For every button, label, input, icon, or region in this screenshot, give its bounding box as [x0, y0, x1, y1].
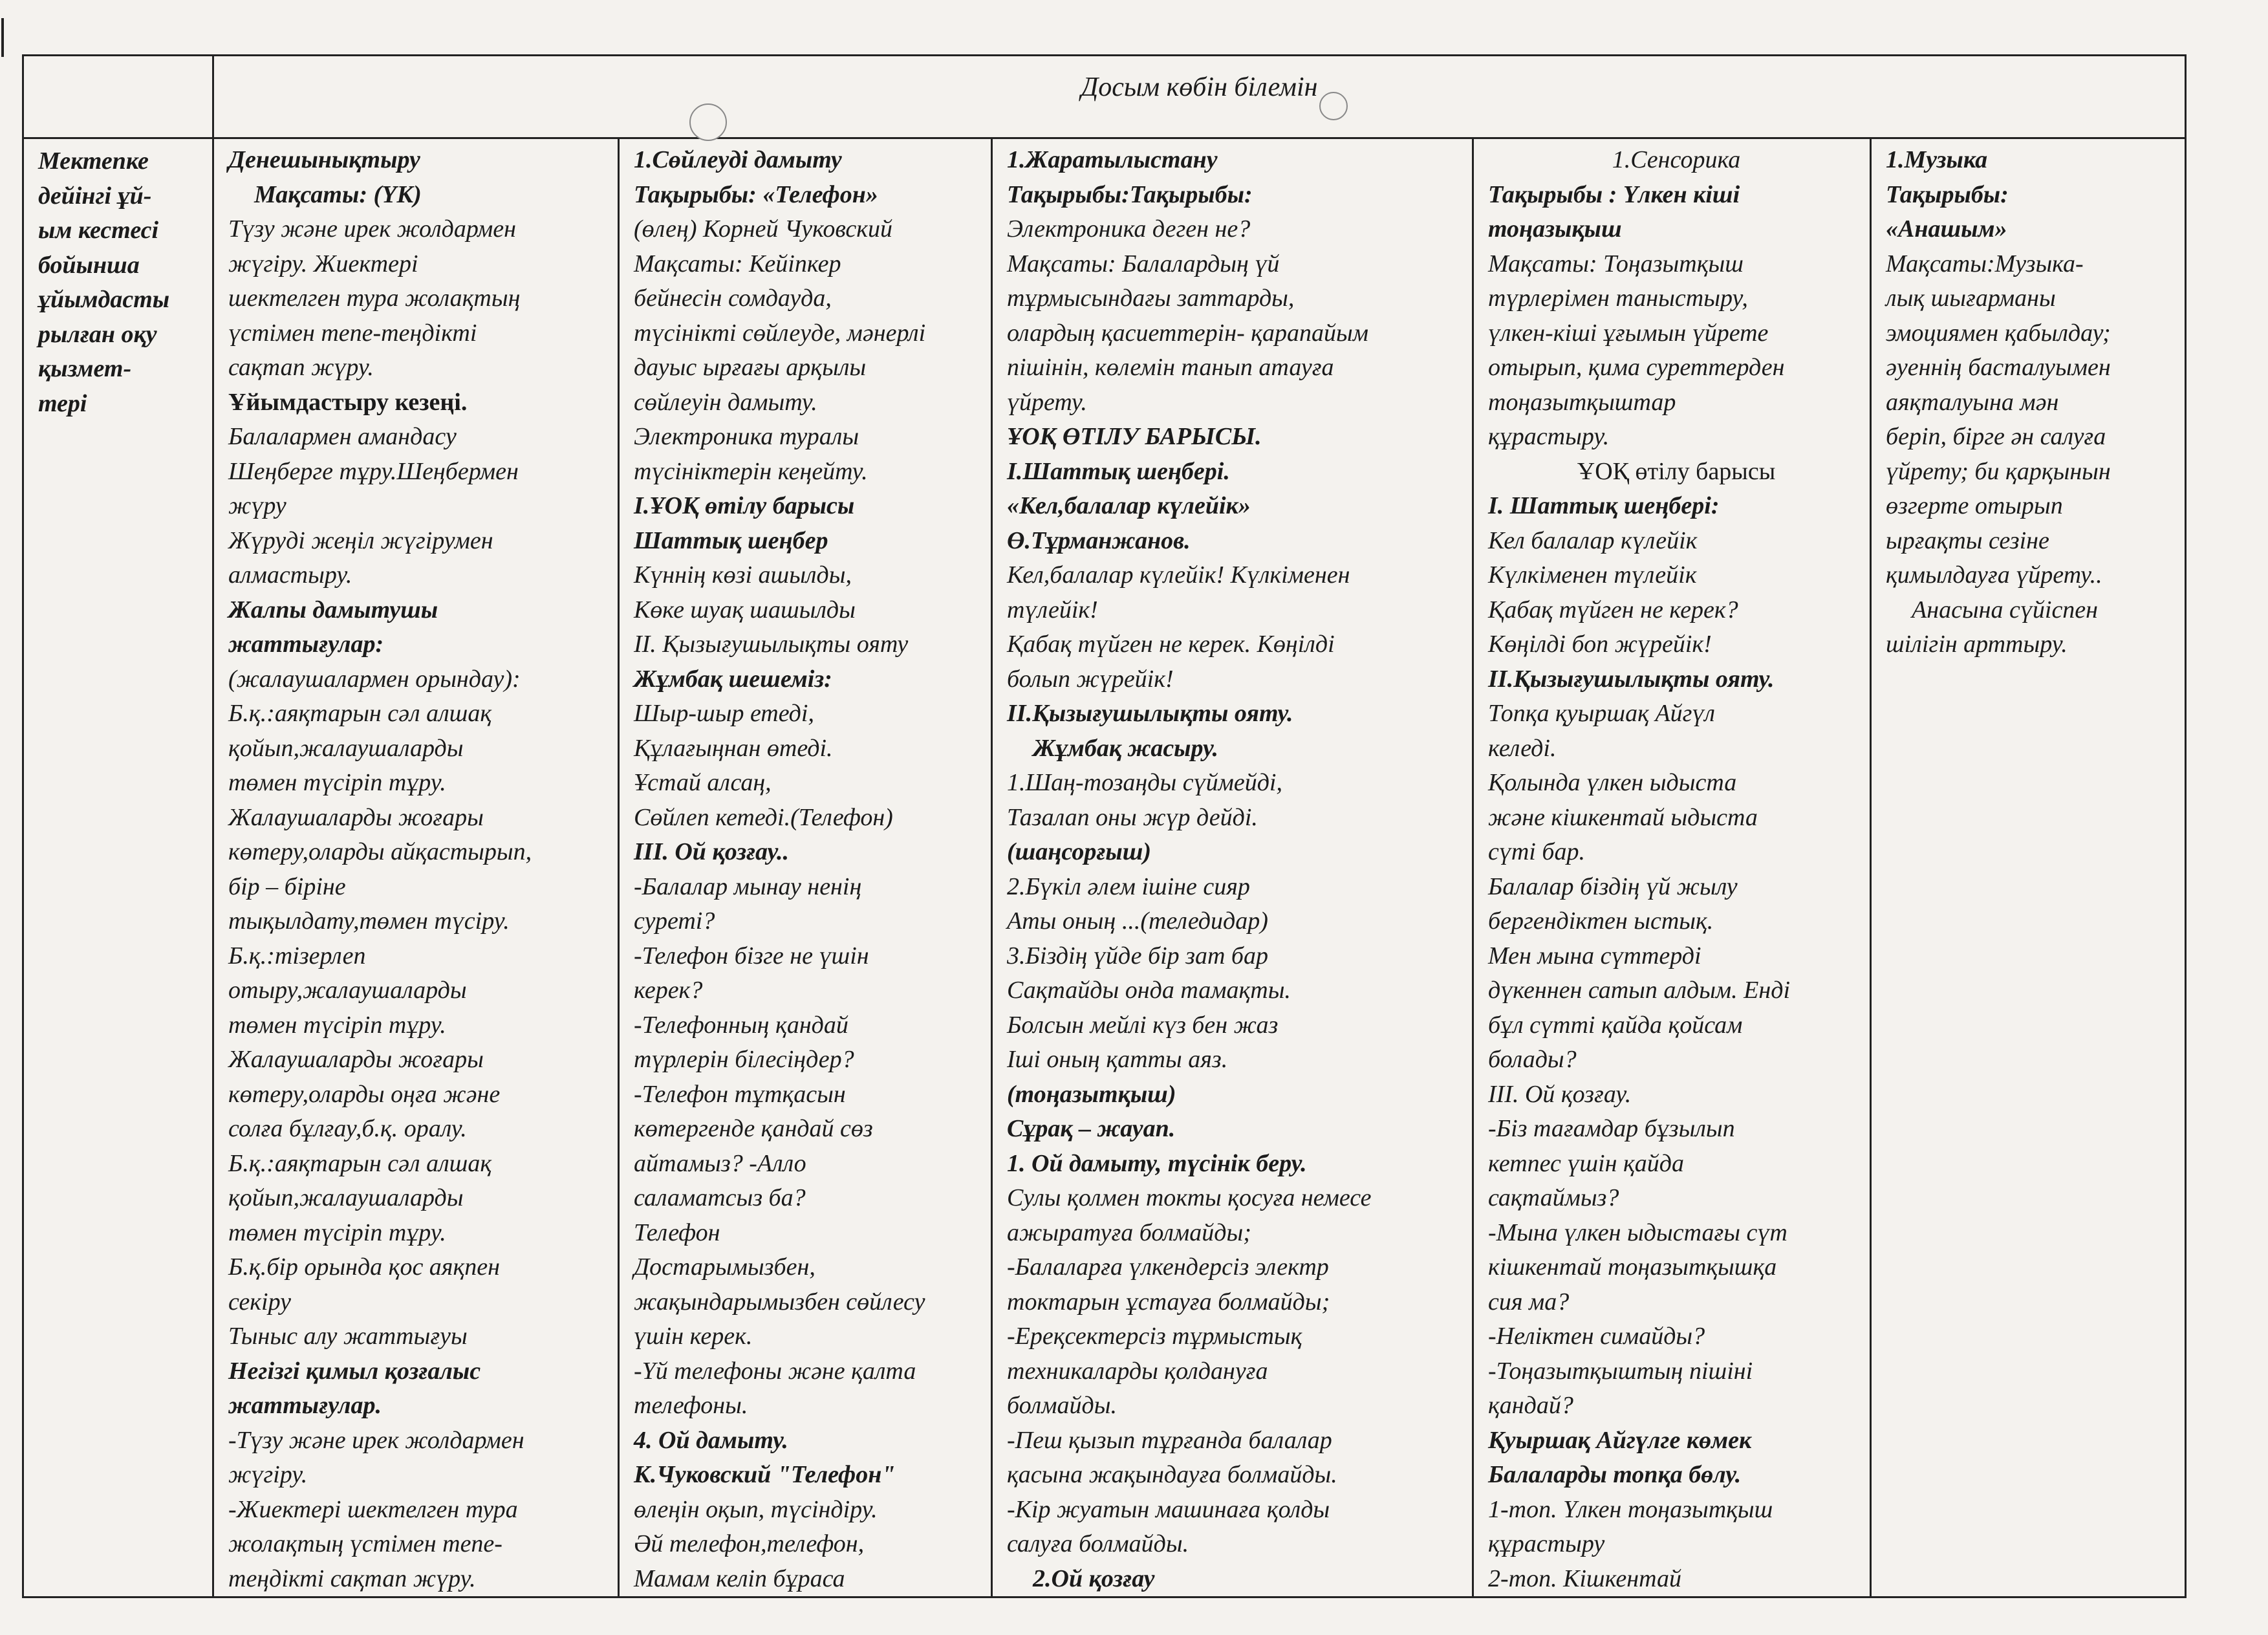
text-line: І. Шаттық шеңбері: [1488, 492, 1720, 519]
text-line: -Ереқсектерсіз тұрмыстық [1007, 1323, 1302, 1350]
text-line: лық шығарманы [1886, 285, 2056, 312]
text-line: бір – біріне [228, 872, 346, 900]
row-header-line: дейінгі ұй- [38, 182, 152, 210]
text-line: жүгіру. [228, 1461, 308, 1488]
text-line: ІІ.Қызығушылықты ояту. [1488, 665, 1775, 693]
text-line: Кел балалар күлейік [1488, 526, 1698, 554]
text-line: сүті бар. [1488, 838, 1585, 865]
text-line: Б.қ.:аяқтарын сәл алшақ [228, 700, 492, 727]
text-line: -Жиектері шектелген тура [228, 1495, 518, 1523]
text-line: Тақырыбы:Тақырыбы: [1007, 180, 1253, 208]
text-line: Балалармен амандасу [228, 423, 457, 450]
text-line: Ұйымдастыру кезеңі. [228, 388, 468, 416]
text-line: Құлағыңнан өтеді. [634, 734, 833, 762]
text-line: ырғақты сезіне [1886, 526, 2049, 554]
text-line: сақтаймыз? [1488, 1184, 1619, 1211]
text-line: Кел,балалар күлейік! Күлкіменен [1007, 561, 1350, 589]
text-line: түрлерін білесіңдер? [634, 1046, 854, 1073]
text-line: Шеңберге тұру.Шеңбермен [228, 457, 519, 485]
text-line: тұрмысындағы заттарды, [1007, 285, 1295, 312]
text-line: түсінікті сөйлеуде, мәнерлі [634, 319, 926, 347]
text-line: ҰОҚ ӨТІЛУ БАРЫСЫ. [1007, 423, 1262, 450]
text-line: Сұрақ – жауап. [1007, 1115, 1176, 1142]
row-header-line: бойынша [38, 251, 140, 279]
text-line: Жалпы дамытушы [228, 596, 438, 623]
text-line: -Тоңазытқыштың пішіні [1488, 1357, 1753, 1385]
physical-education-cell [213, 138, 619, 1597]
text-line: кішкентай тоңазытқышқа [1488, 1253, 1777, 1281]
lesson-plan-table [22, 54, 2187, 1598]
music-cell [1871, 138, 2186, 1597]
text-line: жақындарымызбен сөйлесу [634, 1288, 925, 1316]
text-line: әуеннің басталуымен [1886, 354, 2111, 381]
text-line: олардың қасиеттерін- қарапайым [1007, 319, 1368, 347]
text-line: Негізгі қимыл қозғалыс [228, 1357, 481, 1385]
text-line: Ө.Тұрманжанов. [1007, 526, 1191, 554]
text-line: үстімен тепе-теңдікті [228, 319, 477, 347]
text-line: өзгерте отырып [1886, 492, 2063, 519]
text-line: үйрету; би қарқынын [1886, 457, 2111, 485]
text-line: 4. Ой дамыту. [634, 1426, 788, 1454]
text-line: үлкен-кіші ұғымын үйрете [1488, 319, 1769, 347]
text-line: шектелген тура жолақтың [228, 285, 521, 312]
text-line: Б.қ.:аяқтарын сәл алшақ [228, 1149, 492, 1177]
text-line: секіру [228, 1288, 291, 1316]
text-line: Шыр-шыр етеді, [634, 700, 814, 727]
text-line: Қолында үлкен ыдыста [1488, 769, 1737, 796]
text-line: Күннің көзі ашылды, [634, 561, 852, 589]
speech-development-column [620, 139, 991, 1596]
text-line: сия ма? [1488, 1288, 1570, 1316]
text-line: төмен түсіріп тұру. [228, 1218, 446, 1246]
text-line: Мамам келіп бұраса [634, 1565, 845, 1592]
text-line: қандай? [1488, 1392, 1573, 1419]
text-line: 1. Ой дамыту, түсінік беру. [1007, 1149, 1307, 1177]
text-line: Түзу және ирек жолдармен [228, 215, 516, 243]
text-line: Тақырыбы: [1886, 180, 2009, 208]
text-line: бергендіктен ыстық. [1488, 907, 1714, 935]
text-line: үйрету. [1007, 388, 1087, 416]
text-line: токтарын ұстауға болмайды; [1007, 1288, 1330, 1316]
text-line: -Пеш қызып тұрғанда балалар [1007, 1426, 1332, 1454]
text-line: төмен түсіріп тұру. [228, 769, 446, 796]
punch-hole-mark [689, 103, 727, 141]
text-line: -Үй телефоны және қалта [634, 1357, 916, 1385]
text-line: Анасына сүйіспен [1912, 596, 2099, 623]
text-line: Сулы қолмен токты қосуға немесе [1007, 1184, 1372, 1211]
text-line: Б.қ.бір орында қос аяқпен [228, 1253, 500, 1281]
text-line: Б.қ.:тізерлеп [228, 942, 366, 969]
text-line: (тоңазытқыш) [1007, 1080, 1176, 1108]
text-line: қойып,жалаушаларды [228, 1184, 464, 1211]
scan-edge-mark [1, 18, 4, 57]
text-line: Жалаушаларды жоғары [228, 803, 484, 831]
text-line: суреті? [634, 907, 715, 935]
text-line: жолақтың үстімен тепе- [228, 1530, 502, 1557]
text-line: ІІІ. Ой қозғау. [1488, 1080, 1632, 1108]
text-line: 2.Бүкіл әлем ішіне сияр [1007, 872, 1250, 900]
text-line: айтамыз? -Алло [634, 1149, 806, 1177]
text-line: -Неліктен симайды? [1488, 1323, 1705, 1350]
text-line: саламатсыз ба? [634, 1184, 806, 1211]
text-line: -Мына үлкен ыдыстағы сүт [1488, 1218, 1787, 1246]
text-line: құрастыру [1488, 1530, 1605, 1557]
text-line: -Түзу және ирек жолдармен [228, 1426, 524, 1454]
text-line: Телефон [634, 1218, 720, 1246]
text-line: -Телефонның қандай [634, 1011, 848, 1039]
text-line: ҰОҚ өтілу барысы [1577, 457, 1776, 485]
text-line: төмен түсіріп тұру. [228, 1011, 446, 1039]
week-theme: Досым көбін білемін [1081, 72, 1318, 102]
text-line: Мақсаты: (ҮК) [254, 180, 422, 208]
row-header-text [24, 139, 212, 421]
text-line: жүгіру. Жиектері [228, 250, 418, 277]
text-line: 1.Музыка [1886, 146, 1988, 173]
row-header-line: қызмет- [38, 355, 132, 382]
text-line: шілігін арттыру. [1886, 631, 2068, 658]
text-line: дүкеннен сатып алдым. Енді [1488, 977, 1791, 1004]
text-line: көтеру,оларды айқастырып, [228, 838, 532, 865]
text-line: эмоциямен қабылдау; [1886, 319, 2111, 347]
text-line: сөйлеуін дамыту. [634, 388, 817, 416]
text-line: 1.Сөйлеуді дамыту [634, 146, 842, 173]
text-line: (өлең) Корней Чуковский [634, 215, 893, 243]
text-line: бейнесін сомдауда, [634, 285, 832, 312]
text-line: Іші оның қатты аяз. [1007, 1046, 1228, 1073]
text-line: -Телефон тұтқасын [634, 1080, 846, 1108]
row-header-line: тері [38, 389, 87, 417]
natural-science-column [993, 139, 1472, 1596]
text-line: Жұмбақ жасыру. [1033, 734, 1219, 762]
text-line: Әй телефон,телефон, [634, 1530, 865, 1557]
text-line: -Біз тағамдар бұзылып [1488, 1115, 1735, 1142]
text-line: Мақсаты: Тоңазытқыш [1488, 250, 1744, 277]
text-line: телефоны. [634, 1392, 748, 1419]
text-line: көтергенде қандай сөз [634, 1115, 873, 1142]
text-line: 1.Жаратылыстану [1007, 146, 1218, 173]
text-line: ІІІ. Ой қозғау.. [634, 838, 790, 865]
text-line: Электроника туралы [634, 423, 859, 450]
text-line: 2-топ. Кішкентай [1488, 1565, 1682, 1592]
text-line: -Балалар мынау ненің [634, 872, 862, 900]
text-line: І.Шаттық шеңбері. [1007, 457, 1230, 485]
text-line: 1.Сенсорика [1612, 146, 1741, 173]
text-line: Мақсаты:Музыка- [1886, 250, 2084, 277]
text-line: бұл сүтті қайда қойсам [1488, 1011, 1743, 1039]
text-line: Электроника деген не? [1007, 215, 1251, 243]
text-line: 1-топ. Үлкен тоңазытқыш [1488, 1495, 1773, 1523]
text-line: 2.Ой қозғау [1033, 1565, 1155, 1592]
text-line: қойып,жалаушаларды [228, 734, 464, 762]
text-line: салуға болмайды. [1007, 1530, 1189, 1557]
row-header-line: ым кестесі [38, 217, 159, 244]
text-line: Шаттық шеңбер [634, 526, 828, 554]
text-line: түлейік! [1007, 596, 1098, 623]
sensorics-cell [1473, 138, 1871, 1597]
text-line: Тыныс алу жаттығуы [228, 1323, 468, 1350]
text-line: Топқа қуыршақ Айгүл [1488, 700, 1715, 727]
text-line: жаттығулар. [228, 1392, 382, 1419]
text-line: жүру [228, 492, 286, 519]
text-line: 3.Біздің үйде бір зат бар [1007, 942, 1269, 969]
text-line: Мақсаты: Кейіпкер [634, 250, 841, 277]
text-line: Көке шуақ шашылды [634, 596, 856, 623]
text-line: Тазалап оны жүр дейді. [1007, 803, 1258, 831]
text-line: Ұстай алсаң, [634, 769, 772, 796]
table-header-row [23, 56, 2186, 138]
row-header-line: рылған оқу [38, 320, 157, 348]
row-header-cell [23, 138, 213, 1597]
text-line: Достарымызбен, [634, 1253, 815, 1281]
text-line: Көңілді боп жүрейік! [1488, 631, 1712, 658]
text-line: отырып, қима суреттерден [1488, 354, 1785, 381]
text-line: Жалаушаларды жоғары [228, 1046, 484, 1073]
text-line: аяқталуына мән [1886, 388, 2059, 416]
text-line: -Телефон бізге не үшін [634, 942, 869, 969]
sensorics-column [1474, 139, 1870, 1596]
text-line: жаттығулар: [228, 631, 384, 658]
text-line: «Кел,балалар күлейік» [1007, 492, 1251, 519]
text-line: болады? [1488, 1046, 1577, 1073]
text-line: «Анашым» [1886, 215, 2007, 243]
text-line: болып жүрейік! [1007, 665, 1174, 693]
text-line: (шаңсорғыш) [1007, 838, 1152, 865]
physical-education-column [214, 139, 618, 1596]
text-line: болмайды. [1007, 1392, 1117, 1419]
text-line: ажыратуға болмайды; [1007, 1218, 1251, 1246]
text-line: Қабақ түйген не керек. Көңілді [1007, 631, 1335, 658]
text-line: Жүруді жеңіл жүгірумен [228, 526, 493, 554]
text-line: Сөйлеп кетеді.(Телефон) [634, 803, 893, 831]
text-line: теңдікті сақтап жүру. [228, 1565, 476, 1592]
text-line: түсініктерін кеңейту. [634, 457, 868, 485]
text-line: кетпес үшін қайда [1488, 1149, 1684, 1177]
row-header-line: Мектепке [38, 147, 149, 175]
text-line: Қабақ түйген не керек? [1488, 596, 1738, 623]
punch-hole-mark [1319, 92, 1348, 120]
text-line: керек? [634, 977, 703, 1004]
text-line: ІІ.Қызығушылықты ояту. [1007, 700, 1293, 727]
text-line: дауыс ырғағы арқылы [634, 354, 867, 381]
text-line: -Балаларға үлкендерсіз электр [1007, 1253, 1329, 1281]
text-line: Аты оның ...(теледидар) [1007, 907, 1268, 935]
natural-science-cell [992, 138, 1473, 1597]
text-line: және кішкентай ыдыста [1488, 803, 1758, 831]
text-line: түрлерімен таныстыру, [1488, 285, 1748, 312]
text-line: тықылдату,төмен түсіру. [228, 907, 510, 935]
text-line: құрастыру. [1488, 423, 1610, 450]
text-line: Сақтайды онда тамақты. [1007, 977, 1291, 1004]
text-line: қасына жақындауға болмайды. [1007, 1461, 1337, 1488]
text-line: тоңазытқыштар [1488, 388, 1676, 416]
text-line: Болсын мейлі күз бен жаз [1007, 1011, 1279, 1039]
text-line: Мақсаты: Балалардың үй [1007, 250, 1280, 277]
text-line: (жалаушалармен орындау): [228, 665, 521, 693]
text-line: ІІ. Қызығушылықты ояту [634, 631, 909, 658]
text-line: үшін керек. [634, 1323, 753, 1350]
text-line: -Кір жуатын машинаға қолды [1007, 1495, 1330, 1523]
text-line: сақтап жүру. [228, 354, 374, 381]
theme-cell [213, 56, 2186, 138]
text-line: техникаларды қолдануға [1007, 1357, 1268, 1385]
text-line: Денешынықтыру [228, 146, 420, 173]
text-line: отыру,жалаушаларды [228, 977, 467, 1004]
text-line: алмастыру. [228, 561, 352, 589]
text-line: К.Чуковский "Телефон" [634, 1461, 896, 1488]
row-header-line: ұйымдасты [38, 286, 170, 313]
speech-development-cell [619, 138, 992, 1597]
text-line: 1.Шаң-тозаңды сүймейді, [1007, 769, 1282, 796]
header-blank-cell [23, 56, 213, 138]
text-line: Балалар біздің үй жылу [1488, 872, 1738, 900]
text-line: келеді. [1488, 734, 1557, 762]
text-line: тоңазықыш [1488, 215, 1622, 243]
text-line: І.ҰОҚ өтілу барысы [634, 492, 855, 519]
text-line: өлеңін оқып, түсіндіру. [634, 1495, 878, 1523]
text-line: пішінін, көлемін танып атауға [1007, 354, 1334, 381]
text-line: Жұмбақ шешеміз: [634, 665, 832, 693]
text-line: Тақырыбы : Үлкен кіші [1488, 180, 1740, 208]
text-line: солға бұлғау,б.қ. оралу. [228, 1115, 467, 1142]
text-line: көтеру,оларды оңға және [228, 1080, 501, 1108]
music-column [1872, 139, 2185, 662]
text-line: Күлкіменен түлейік [1488, 561, 1697, 589]
text-line: Мен мына сүттерді [1488, 942, 1701, 969]
text-line: Қуыршақ Айгүлге көмек [1488, 1426, 1752, 1454]
text-line: Тақырыбы: «Телефон» [634, 180, 878, 208]
text-line: қимылдауға үйрету.. [1886, 561, 2102, 589]
activities-row [23, 138, 2186, 1597]
text-line: беріп, бірге ән салуға [1886, 423, 2106, 450]
text-line: Балаларды топқа бөлу. [1488, 1461, 1742, 1488]
